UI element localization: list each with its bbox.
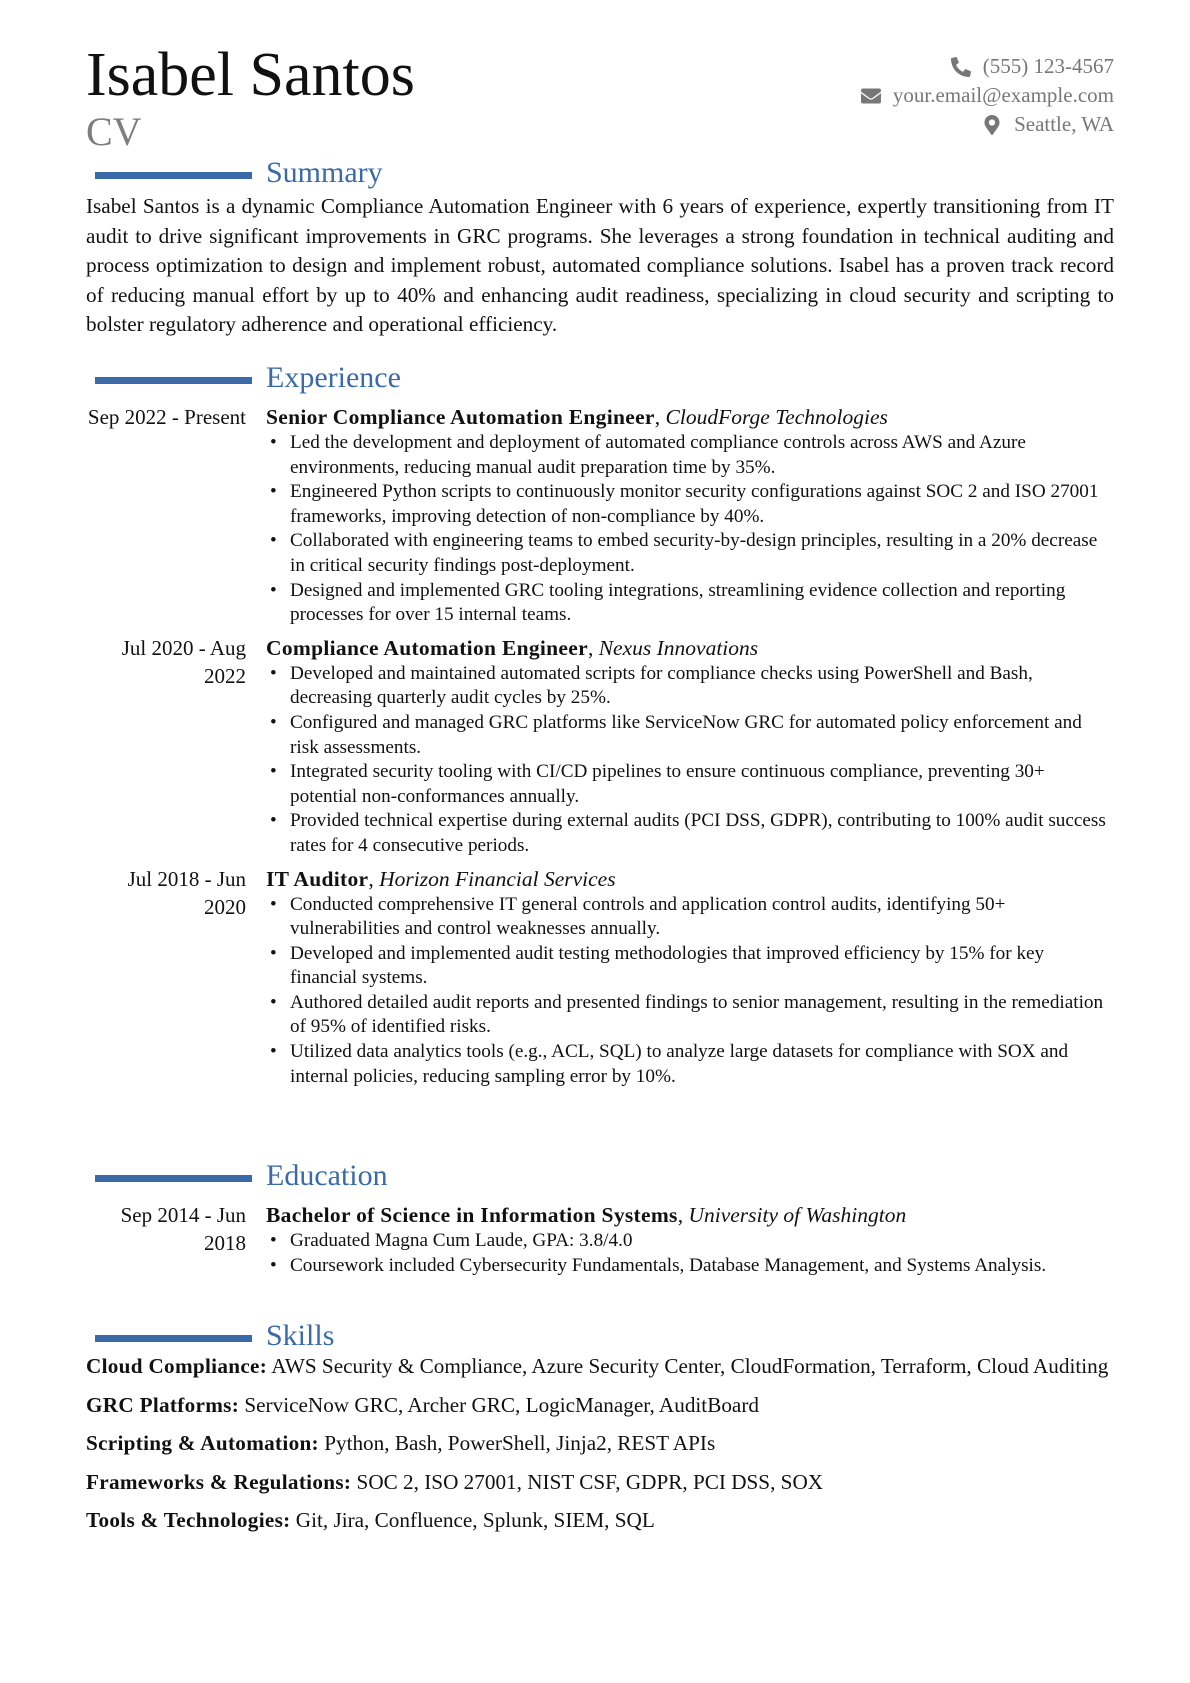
document-subtitle: CV: [86, 109, 142, 154]
entry-title: Senior Compliance Automation Engineer, CloudForge Technologies: [266, 405, 888, 429]
bullet-item: • Designed and implemented GRC tooling integrations, streamlining evidence collection and reporting processes for over 15 internal teams.: [266, 579, 1114, 628]
organization: Nexus Innovations: [598, 635, 759, 660]
section-title: Skills: [266, 1319, 335, 1352]
skill-row: [86, 1507, 1114, 1535]
entry-date: Jul 2020 - Aug 2022: [121, 635, 246, 688]
job-title: IT Auditor: [266, 866, 369, 891]
section-title: Summary: [266, 156, 383, 189]
contact-email: [861, 81, 1114, 110]
skill-row: [86, 1469, 1114, 1497]
summary-paragraph: Isabel Santos is a dynamic Compliance Automation Engineer with 6 years of experience, expertly transitioning from IT audit to drive significant improvements in GRC programs. She leverages a strong foundation in technical auditing and process optimization to design and implement robust, automated compliance solutions. Isabel has a proven track record of reducing manual effort by up to 40% and enhancing audit readiness, specializing in cloud security and scripting to bolster regulatory adherence and operational efficiency.: [86, 194, 1114, 336]
bullet-item: • Utilized data analytics tools (e.g., ACL, SQL) to analyze large datasets for compliance with SOX and internal policies, reducing sampling error by 10%.: [266, 1040, 1114, 1089]
summary-heading: [86, 158, 1114, 190]
education-entry: [86, 1201, 1114, 1278]
experience-entry: [86, 634, 1114, 859]
contact-block: [861, 52, 1114, 139]
bullet-item: • Engineered Python scripts to continuously monitor security configurations against SOC 2 and ISO 27001 frameworks, improving detection of non-compliance by 40%.: [266, 480, 1114, 529]
bullet-item: • Provided technical expertise during external audits (PCI DSS, GDPR), contributing to 100% audit success rates for 4 consecutive periods.: [266, 809, 1114, 858]
section-accent-bar: [95, 1335, 252, 1342]
skill-list: ServiceNow GRC, Archer GRC, LogicManager, AuditBoard: [244, 1392, 759, 1417]
summary-section: [86, 158, 1114, 340]
entry-bullets: [266, 431, 1114, 628]
experience-section: [86, 363, 1114, 1089]
experience-entry: [86, 865, 1114, 1090]
skill-list: SOC 2, ISO 27001, NIST CSF, GDPR, PCI DSS, SOX: [356, 1469, 824, 1494]
skill-category: GRC Platforms:: [86, 1392, 240, 1417]
bullet-item: • Graduated Magna Cum Laude, GPA: 3.8/4.0: [266, 1229, 1114, 1254]
skill-row: [86, 1392, 1114, 1420]
location-text: Seattle, WA: [1014, 112, 1114, 136]
bullet-item: • Coursework included Cybersecurity Fundamentals, Database Management, and Systems Analysis.: [266, 1254, 1114, 1279]
experience-entry: [86, 403, 1114, 628]
phone-number: (555) 123-4567: [982, 54, 1114, 78]
skills-heading: [86, 1321, 1114, 1353]
bullet-item: • Authored detailed audit reports and presented findings to senior management, resulting in the remediation of 95% of identified risks.: [266, 991, 1114, 1040]
organization: Horizon Financial Services: [379, 866, 616, 891]
section-title: Experience: [266, 361, 401, 394]
skill-row: [86, 1353, 1114, 1381]
bullet-item: • Led the development and deployment of automated compliance controls across AWS and Azure environments, reducing manual audit preparation time by 35%.: [266, 431, 1114, 480]
entry-date: Jul 2018 - Jun 2020: [127, 866, 246, 919]
job-title: Senior Compliance Automation Engineer: [266, 405, 655, 429]
contact-phone: [861, 52, 1114, 81]
entry-body: [266, 634, 1114, 859]
skill-list: Git, Jira, Confluence, Splunk, SIEM, SQL: [295, 1508, 655, 1532]
envelope-icon: [861, 86, 881, 106]
map-marker-icon: [982, 115, 1002, 135]
entry-title: IT Auditor, Horizon Financial Services: [266, 866, 616, 891]
skill-list: Python, Bash, PowerShell, Jinja2, REST APIs: [324, 1431, 716, 1455]
entry-date: Sep 2014 - Jun 2018: [120, 1203, 246, 1255]
entry-body: [266, 403, 1114, 628]
skill-category: Frameworks & Regulations:: [86, 1469, 352, 1494]
skill-category: Cloud Compliance:: [86, 1354, 268, 1378]
bullet-item: • Conducted comprehensive IT general controls and application control audits, identifying 50+ vulnerabilities and control weaknesses annually.: [266, 893, 1114, 942]
phone-icon: [951, 57, 971, 77]
education-heading: [86, 1161, 1114, 1193]
email-link[interactable]: your.email@example.com: [892, 83, 1114, 107]
section-accent-bar: [95, 377, 252, 384]
job-title: Compliance Automation Engineer: [266, 635, 588, 660]
contact-location: [861, 110, 1114, 139]
bullet-item: • Collaborated with engineering teams to embed security-by-design principles, resulting in a 20% decrease in critical security findings post-deployment.: [266, 529, 1114, 578]
bullet-item: • Developed and implemented audit testing methodologies that improved efficiency by 15% for key financial systems.: [266, 942, 1114, 991]
skill-category: Tools & Technologies:: [86, 1508, 291, 1532]
entry-body: [266, 1201, 1114, 1278]
bullet-item: • Integrated security tooling with CI/CD pipelines to ensure continuous compliance, preventing 30+ potential non-conformances annually.: [266, 760, 1114, 809]
skill-list: AWS Security & Compliance, Azure Security Center, CloudFormation, Terraform, Cloud Auditing: [271, 1354, 1109, 1378]
skill-row: [86, 1430, 1114, 1458]
entry-bullets: [266, 1229, 1114, 1278]
section-accent-bar: [95, 1175, 252, 1182]
institution: University of Washington: [688, 1203, 907, 1227]
organization: CloudForge Technologies: [665, 405, 888, 429]
skill-category: Scripting & Automation:: [86, 1431, 319, 1455]
skills-section: [86, 1321, 1114, 1546]
bullet-item: • Developed and maintained automated scripts for compliance checks using PowerShell and Bash, decreasing quarterly audit cycles by 25%.: [266, 662, 1114, 711]
entry-title: Compliance Automation Engineer, Nexus Innovations: [266, 635, 759, 660]
candidate-name: Isabel Santos: [86, 41, 415, 109]
entry-bullets: [266, 662, 1114, 859]
entry-title: Bachelor of Science in Information Systems, University of Washington: [266, 1203, 907, 1227]
entry-body: [266, 865, 1114, 1090]
section-title: Education: [266, 1159, 388, 1192]
degree-title: Bachelor of Science in Information Systems: [266, 1203, 678, 1227]
section-accent-bar: [95, 172, 252, 179]
entry-date: Sep 2022 - Present: [87, 405, 246, 429]
entry-bullets: [266, 893, 1114, 1090]
education-section: [86, 1161, 1114, 1278]
experience-heading: [86, 363, 1114, 395]
bullet-item: • Configured and managed GRC platforms like ServiceNow GRC for automated policy enforcement and risk assessments.: [266, 711, 1114, 760]
